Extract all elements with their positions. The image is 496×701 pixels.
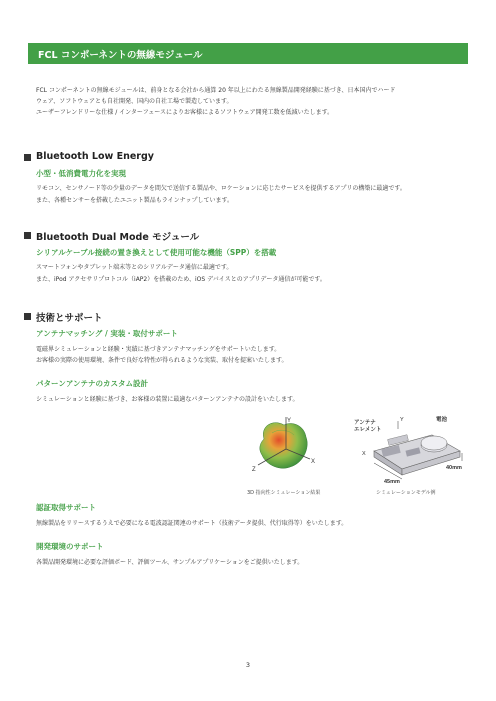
- square-bullet-icon: [24, 154, 31, 161]
- radiation-pattern-figure: [244, 413, 332, 483]
- page-number: 3: [245, 661, 251, 669]
- label-antenna-1: アンテナ: [354, 420, 376, 426]
- axis-y-label: Y: [287, 418, 292, 424]
- dual-line-2: また、iPod アクセサリプロトコル（iAP2）を搭載のため、iOS デバイスとのアプリデータ通信が可能です。: [36, 276, 326, 283]
- label-battery: 電池: [436, 417, 448, 423]
- ble-line-2: また、各種センサーを搭載したユニット製品もラインナップしています。: [36, 197, 233, 204]
- dual-subtitle: シリアルケーブル接続の置き換えとして使用可能な機能（SPP）を搭載: [36, 248, 277, 257]
- antenna-line-1: 電磁界シミュレーションと経験・実績に基づきアンテナマッチングをサポートいたします。: [36, 346, 281, 353]
- cert-line-1: 無線製品をリリースするうえで必要になる電波認証関連のサポート（技術データ提供、代行取得等）をいたします。: [36, 520, 348, 527]
- intro-line-2: ウェア、ソフトウェアとも自社開発、国内の自社工場で製造しています。: [36, 98, 233, 105]
- banner-title: FCL コンポーネントの無線モジュール: [38, 50, 203, 61]
- axis-x-label: X: [311, 459, 316, 465]
- section-title: Bluetooth Low Energy: [36, 151, 154, 162]
- cert-subtitle: 認証取得サポート: [36, 503, 96, 512]
- ble-subtitle: 小型・低消費電力化を実現: [36, 169, 126, 178]
- square-bullet-icon: [24, 232, 31, 239]
- dual-line-1: スマートフォンやタブレット端末等とのシリアルデータ通信に最適です。: [36, 264, 233, 271]
- figure-right-caption: シミュレーションモデル例: [376, 490, 436, 496]
- pattern-subtitle: パターンアンテナのカスタム設計: [36, 379, 149, 388]
- dev-subtitle: 開発環境のサポート: [36, 542, 104, 551]
- label-40mm: 40mm: [446, 465, 462, 471]
- figure-left-caption: 3D 指向性シミュレーション結果: [247, 490, 321, 496]
- section-title: 技術とサポート: [36, 313, 103, 324]
- square-bullet-icon: [24, 313, 31, 320]
- label-antenna-2: エレメント: [354, 427, 382, 433]
- label-x: X: [362, 451, 366, 457]
- antenna-subtitle: アンテナマッチング / 実装・取付サポート: [36, 329, 178, 338]
- dev-line-1: 各製品開発環境に必要な評価ボード、評価ツール、サンプルアプリケーションをご提供いたします。: [36, 559, 304, 566]
- simulation-model-figure: [352, 413, 470, 485]
- intro-line-3: ユーザーフレンドリーな仕様 / インターフェースによりお客様によるソフトウェア開発工数を低減いたします。: [36, 109, 334, 116]
- ble-line-1: リモコン、センサノード等の少量のデータを間欠で送信する製品や、ロケーションに応じたサービスを提供するアプリの構築に最適です。: [36, 185, 406, 192]
- section-banner: [28, 43, 468, 64]
- label-45mm: 45mm: [384, 479, 400, 485]
- section-title: Bluetooth Dual Mode モジュール: [36, 232, 200, 243]
- intro-line-1: FCL コンポーネントの無線モジュールは、前身となる会社から通算 20 年以上にわたる無線製品開発経験に基づき、日本国内でハード: [36, 87, 396, 94]
- pattern-line-1: シミュレーションと経験に基づき、お客様の装置に最適なパターンアンテナの設計をいたします。: [36, 396, 299, 403]
- axis-z-label: Z: [252, 467, 256, 473]
- antenna-line-2: お客様の実際の使用環境、条件で良好な特性が得られるような実装、取付を提案いたします。: [36, 357, 288, 364]
- label-y: Y: [400, 417, 404, 423]
